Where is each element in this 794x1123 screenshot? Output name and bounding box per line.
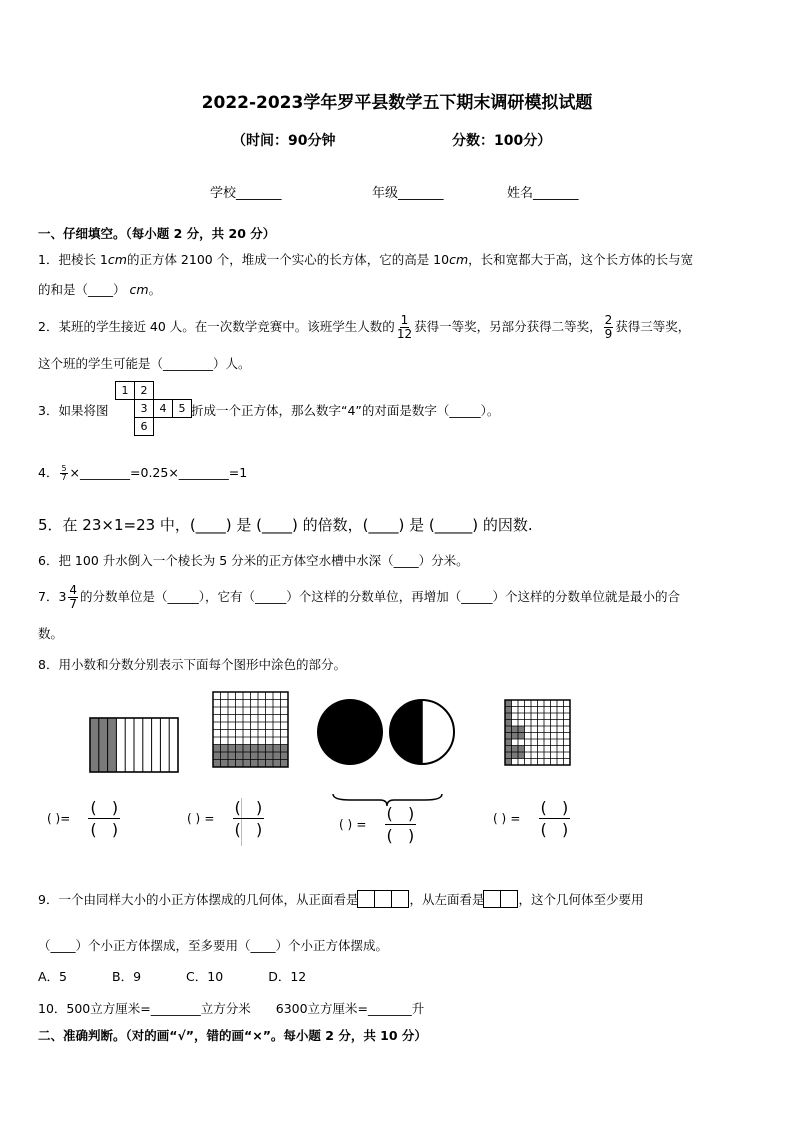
question-2-line2: 这个班的学生可能是（________）人。: [38, 356, 251, 371]
option-c: C．10: [186, 969, 224, 984]
exam-score: 分数：100分）: [452, 133, 552, 149]
question-7: 7．3 $\frac{4}{7}$ 的分数单位是（_____），它有（_____）个这样的分数单位，再增加（_____）个这样的分数单位就是最小的合: [38, 583, 681, 611]
question-9-options: [38, 967, 351, 985]
figure-grid-100: [213, 692, 288, 767]
cube-net-figure: 1 2 3 4 5 6: [115, 381, 192, 436]
school-field: 学校_______: [210, 186, 282, 201]
question-8: 8．用小数和分数分别表示下面每个图形中涂色的部分。: [38, 657, 346, 672]
page-title: 2022-2023学年罗平县数学五下期末调研模拟试题: [201, 93, 593, 113]
answer-2: ( ) = ( ) ( ): [187, 798, 263, 839]
question-4: 4． $\frac{5}{7}$ ×________=0.25×________=1: [38, 464, 248, 482]
question-9-line2: （____）个小正方体摆成，至多要用（____）个小正方体摆成。: [38, 938, 389, 953]
option-b: B．9: [112, 969, 142, 984]
question-3-text: 折成一个正方体，那么数字“4”的对面是数字（_____）。: [191, 403, 500, 418]
section-1-heading: 一、仔细填空。（每小题 2 分，共 20 分）: [38, 226, 276, 241]
question-1-line2: 的和是（____） cm。: [38, 282, 162, 297]
option-d: D．12: [268, 969, 307, 984]
question-10: 10．500立方厘米=________立方分米 6300立方厘米=_______升: [38, 1001, 425, 1016]
question-9: 9．一个由同样大小的小正方体摆成的几何体，从正面看是 ，从左面看是 ，这个几何体至少要用: [38, 890, 644, 911]
section-2-heading: 二、准确判断。（对的画“√”，错的画“×”。每小题 2 分，共 10 分）: [38, 1028, 427, 1043]
answer-3: ( ) = ( ) ( ): [339, 804, 415, 845]
front-view-figure: [358, 891, 409, 911]
name-field: 姓名_______: [507, 186, 579, 201]
question-6: 6．把 100 升水倒入一个棱长为 5 分米的正方体空水槽中水深（____）分米。: [38, 553, 469, 568]
question-5: 5．在 23×1=23 中，(____) 是 (____) 的倍数，(____) 是 (_____) 的因数.: [38, 516, 533, 534]
figure-strips: [90, 718, 178, 772]
side-view-figure: [484, 891, 518, 911]
answer-4: ( ) = ( ) ( ): [493, 798, 569, 839]
question-1: 1．把棱长 1cm的正方体 2100 个，堆成一个实心的长方体，它的高是 10cm，长和宽都大于高，这个长方体的长与宽: [38, 252, 694, 267]
figure-grid-partial: [505, 700, 570, 765]
option-a: A．5: [38, 969, 68, 984]
question-7-line2: 数。: [38, 626, 64, 641]
grade-field: 年级_______: [372, 186, 444, 201]
question-3-prefix: 3．如果将图: [38, 403, 109, 418]
figure-circles: [317, 699, 454, 765]
exam-time: （时间：90分钟: [232, 133, 336, 149]
shaded-figures: [80, 690, 600, 780]
answer-1: ( )= ( ) ( ): [47, 798, 119, 839]
question-2: 2．某班的学生接近 40 人。在一次数学竞赛中。该班学生人数的 $\frac{1}{12}$ 获得一等奖，另部分获得二等奖， $\frac{2}{9}$ 获得三等奖，: [38, 313, 691, 341]
